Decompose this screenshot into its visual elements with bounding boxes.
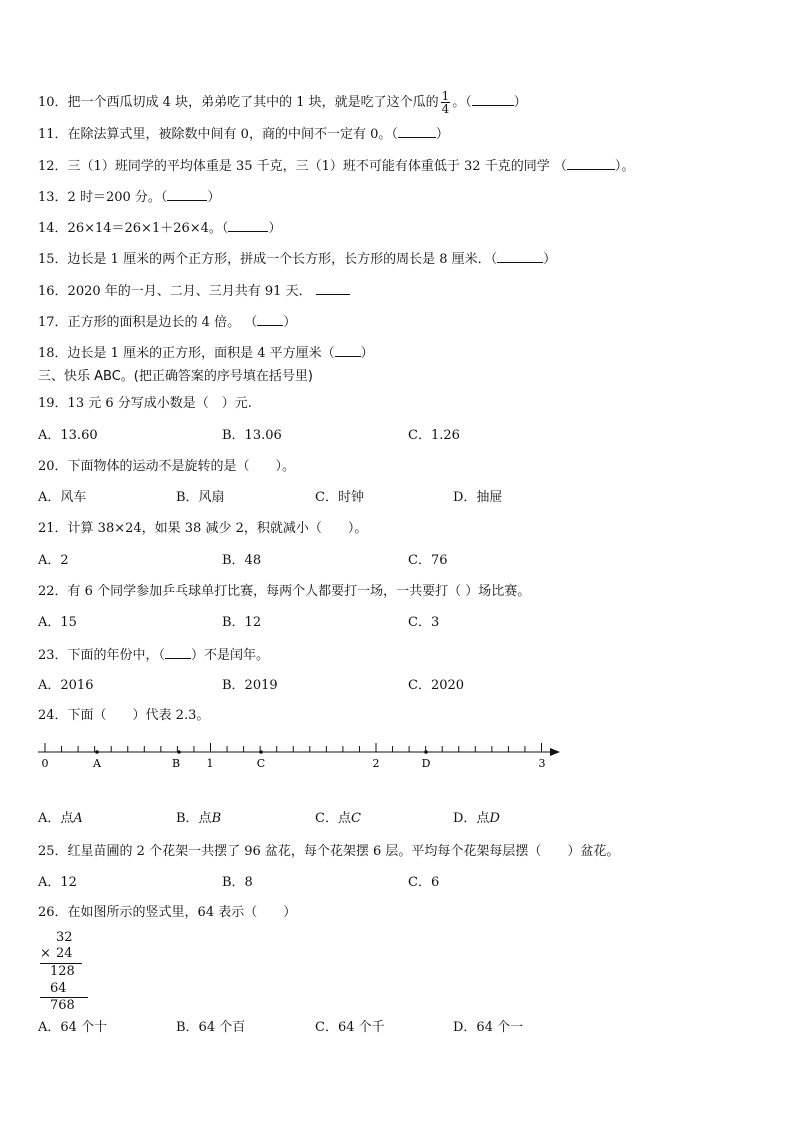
point-d-dot <box>424 750 428 754</box>
arrow-icon <box>550 748 560 756</box>
option-c[interactable]: C．时钟 <box>315 490 364 505</box>
option-b[interactable]: B．风扇 <box>176 490 225 505</box>
label-2: 2 <box>372 757 380 770</box>
calc-partial-1: 128 <box>50 964 75 979</box>
option-b[interactable]: B．64 个百 <box>176 1020 246 1035</box>
calc-result: 768 <box>50 998 75 1013</box>
question-21: 21．计算 38×24，如果 38 减少 2，积就减小（ ）。 <box>38 521 368 536</box>
section-heading: 三、快乐 ABC。(把正确答案的序号填在括号里) <box>38 369 313 384</box>
answer-blank[interactable] <box>567 157 615 170</box>
point-c-dot <box>259 750 263 754</box>
question-15: 15．边长是 1 厘米的两个正方形，拼成一个长方形，长方形的周长是 8 厘米．（ ） <box>38 252 557 267</box>
times-icon: × <box>40 946 51 961</box>
option-b[interactable]: B．点B <box>176 811 222 826</box>
calc-partial-2: 64 <box>50 981 67 996</box>
option-b[interactable]: B．2019 <box>222 678 278 693</box>
number-line-ticks <box>45 743 542 752</box>
question-10: 10．把一个西瓜切成 4 块，弟弟吃了其中的 1 块，就是吃了这个瓜的 $\frac{1}{4}$ 。（ ） <box>38 89 527 116</box>
answer-blank[interactable] <box>228 219 268 232</box>
option-a[interactable]: A．15 <box>38 615 77 630</box>
option-a[interactable]: A．2 <box>38 553 69 568</box>
question-22: 22．有 6 个同学参加乒乓球单打比赛，每两个人都要打一场，一共要打（ ）场比赛。 <box>38 584 531 599</box>
answer-blank[interactable] <box>316 282 350 295</box>
question-18: 18．边长是 1 厘米的正方形，面积是 4 平方厘米（ ） <box>38 346 374 361</box>
answer-blank[interactable] <box>398 125 436 138</box>
point-b-dot <box>177 750 181 754</box>
option-c[interactable]: C．点C <box>315 811 361 826</box>
point-a-dot <box>95 750 99 754</box>
option-b[interactable]: B．8 <box>222 875 253 890</box>
option-c[interactable]: C．76 <box>408 553 448 568</box>
question-16: 16．2020 年的一月、二月、三月共有 91 天． <box>38 282 350 300</box>
question-13: 13．2 时＝200 分。（ ） <box>38 190 221 205</box>
label-d: D <box>421 757 431 770</box>
label-1: 1 <box>206 757 214 770</box>
option-b[interactable]: B．12 <box>222 615 262 630</box>
option-c[interactable]: C．1.26 <box>408 428 460 443</box>
option-d[interactable]: D．点D <box>453 811 500 826</box>
question-24: 24．下面（ ）代表 2.3。 <box>38 708 210 723</box>
label-0: 0 <box>41 757 49 770</box>
question-11: 11．在除法算式里，被除数中间有 0，商的中间不一定有 0。（ ） <box>38 127 449 142</box>
option-a[interactable]: A．风车 <box>38 490 87 505</box>
question-12: 12．三（1）班同学的平均体重是 35 千克，三（1）班不可能有体重低于 32 千克的同学 （ ）。 <box>38 159 635 174</box>
answer-blank[interactable] <box>472 93 514 106</box>
question-23: 23．下面的年份中，（ ）不是闰年。 <box>38 648 270 663</box>
calc-multiplicand: 32 <box>56 930 73 945</box>
option-a[interactable]: A．64 个十 <box>38 1020 108 1035</box>
option-d[interactable]: D．64 个一 <box>453 1020 524 1035</box>
label-b: B <box>171 757 181 770</box>
question-26: 26．在如图所示的竖式里，64 表示（ ） <box>38 905 297 920</box>
option-a[interactable]: A．点A <box>38 811 83 826</box>
calc-multiplier: 24 <box>56 946 73 961</box>
answer-blank[interactable] <box>257 313 283 326</box>
question-14: 14．26×14＝26×1＋26×4。（ ） <box>38 221 282 236</box>
label-a: A <box>93 757 101 770</box>
question-19: 19．13 元 6 分写成小数是（ ）元. <box>38 396 252 411</box>
option-c[interactable]: C．3 <box>408 615 440 630</box>
number-line <box>30 732 570 772</box>
answer-blank[interactable] <box>497 250 543 263</box>
answer-blank[interactable] <box>167 188 207 201</box>
question-17: 17．正方形的面积是边长的 4 倍。 （ ） <box>38 315 297 330</box>
option-b[interactable]: B．48 <box>222 553 262 568</box>
option-b[interactable]: B．13.06 <box>222 428 282 443</box>
option-a[interactable]: A．2016 <box>38 678 94 693</box>
fraction: $\frac{1}{4}$ <box>441 89 450 116</box>
option-a[interactable]: A．13.60 <box>38 428 98 443</box>
option-c[interactable]: C．64 个千 <box>315 1020 385 1035</box>
label-c: C <box>256 757 266 770</box>
option-c[interactable]: C．6 <box>408 875 440 890</box>
answer-blank[interactable] <box>165 646 191 659</box>
option-d[interactable]: D．抽屉 <box>453 490 503 505</box>
option-a[interactable]: A．12 <box>38 875 77 890</box>
question-25: 25．红星苗圃的 2 个花架一共摆了 96 盆花，每个花架摆 6 层。平均每个花架每层摆（ ）盆花。 <box>38 844 620 859</box>
question-20: 20．下面物体的运动不是旋转的是（ ）。 <box>38 459 296 474</box>
option-c[interactable]: C．2020 <box>408 678 465 693</box>
label-3: 3 <box>538 757 546 770</box>
answer-blank[interactable] <box>335 344 361 357</box>
